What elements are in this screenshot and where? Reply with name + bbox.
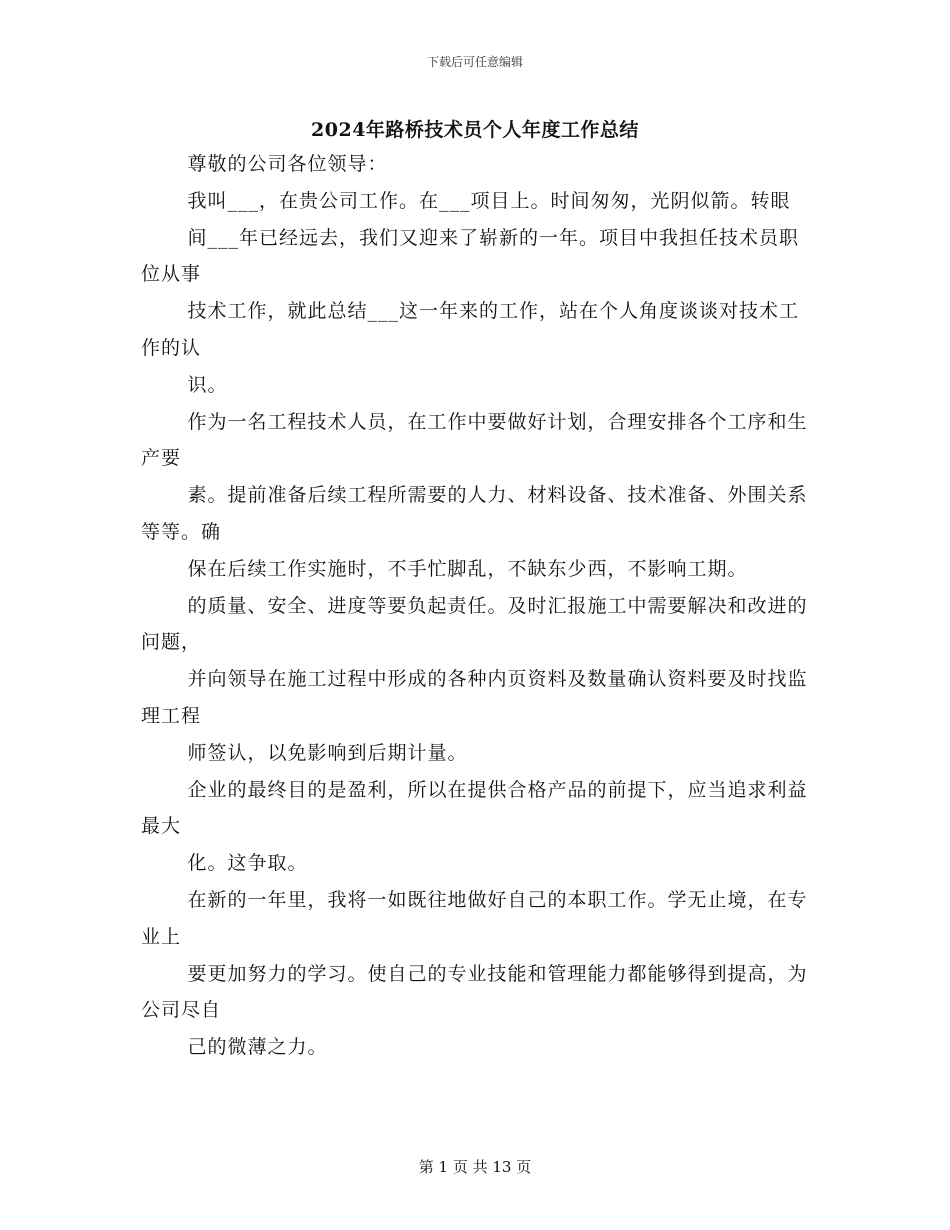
paragraph: 尊敬的公司各位领导： <box>187 153 388 175</box>
document-body <box>141 146 811 1066</box>
paragraph: 我叫___，在贵公司工作。在___项目上。时间匆匆，光阴似箭。转眼 <box>187 189 791 212</box>
paragraph: 技术工作，就此总结___这一年来的工作，站在个人角度谈谈对技术工作的认 <box>141 300 800 359</box>
paragraph: 保在后续工作实施时，不手忙脚乱，不缺东少西，不影响工期。 <box>187 557 748 580</box>
paragraph: 在新的一年里，我将一如既往地做好自己的本职工作。学无止境，在专业上 <box>141 888 808 948</box>
paragraph: 师签认，以免影响到后期计量。 <box>187 741 468 764</box>
paragraph: 素。提前准备后续工程所需要的人力、材料设备、技术准备、外围关系等等。确 <box>141 484 808 543</box>
paragraph: 要更加努力的学习。使自己的专业技能和管理能力都能够得到提高，为公司尽自 <box>141 962 808 1022</box>
paragraph: 企业的最终目的是盈利，所以在提供合格产品的前提下，应当追求利益最大 <box>141 778 808 838</box>
paragraph: 间___年已经远去，我们又迎来了崭新的一年。项目中我担任技术员职位从事 <box>141 226 800 286</box>
page-footer: 第 1 页 共 13 页 <box>418 1158 532 1176</box>
document-title: 2024年路桥技术员个人年度工作总结 <box>311 119 639 141</box>
paragraph: 识。 <box>187 373 228 396</box>
paragraph: 化。这争取。 <box>187 852 308 875</box>
paragraph: 的质量、安全、进度等要负起责任。及时汇报施工中需要解决和改进的问题， <box>141 594 808 654</box>
paragraph: 作为一名工程技术人员，在工作中要做好计划，合理安排各个工序和生产要 <box>141 410 808 470</box>
paragraph: 己的微薄之力。 <box>187 1036 328 1059</box>
header-note: 下载后可任意编辑 <box>426 55 523 69</box>
paragraph: 并向领导在施工过程中形成的各种内页资料及数量确认资料要及时找监理工程 <box>141 668 808 727</box>
